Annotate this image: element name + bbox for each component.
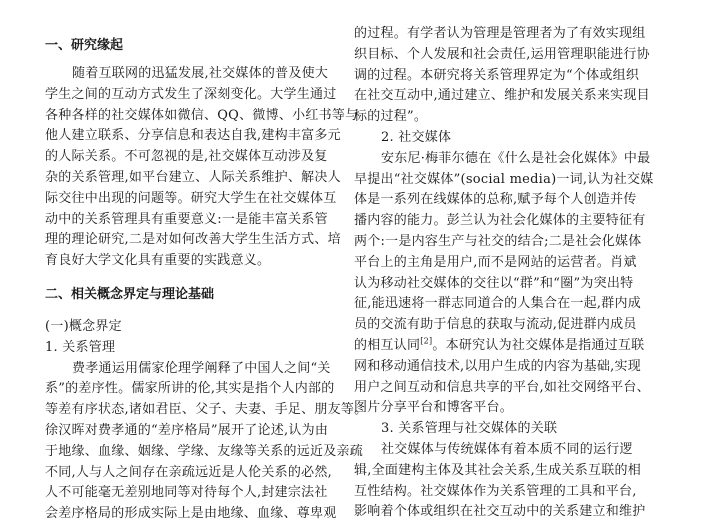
text-line: 社交媒体与传统媒体有着本质不同的运行逻 bbox=[381, 441, 633, 457]
text-line: 不同,人与人之间存在亲疏远近是人伦关系的必然, bbox=[45, 464, 333, 480]
text-line: 徐汉晖对费孝通的“差序格局”展开了论述,认为由 bbox=[45, 422, 329, 438]
subsection-heading-concept-definition: (一)概念界定 bbox=[45, 318, 122, 334]
text-line: 在社交互动中,通过建立、维护和发展关系来实现目 bbox=[354, 88, 650, 104]
text-line: 等差有序状态,诸如君臣、父子、夫妻、手足、朋友等。 bbox=[45, 402, 368, 418]
text-line: 调的过程。本研究将关系管理界定为“个体或组织 bbox=[354, 67, 640, 83]
paragraph-social-media bbox=[354, 149, 667, 419]
text-line: 他人建立联系、分享信息和表达自我,建构丰富多元 bbox=[45, 128, 341, 144]
text-line bbox=[354, 336, 667, 357]
text-line: 认为移动社交媒体的交往以“群”和“圈”为突出特 bbox=[354, 275, 634, 291]
text-line: 学生之间的互动方式发生了深刻变化。大学生通过 bbox=[45, 86, 337, 102]
text-line: 平台上的主角是用户,而不是网站的运营者。肖斌 bbox=[354, 254, 637, 270]
text-line: 早提出“社交媒体”(social media)一词,认为社交媒 bbox=[354, 171, 654, 187]
text-line: 两个:一是内容生产与社交的结合;二是社会化媒体 bbox=[354, 233, 642, 249]
text-line: 网和移动通信技术,以用户生成的内容为基础,实现 bbox=[354, 358, 642, 374]
section-heading-research-origin: 一、研究缘起 bbox=[45, 38, 124, 53]
text-line: 育良好大学文化具有重要的实践意义。 bbox=[45, 253, 271, 269]
text-line: 用户之间互动和信息共享的平台,如社交网络平台、 bbox=[354, 379, 650, 395]
text-line: 互性结构。社交媒体作为关系管理的工具和平台, bbox=[354, 483, 637, 499]
subsection-heading-relationship-management: 1. 关系管理 bbox=[45, 339, 116, 355]
text-line: 辑,全面建构主体及其社会关系,生成关系互联的相 bbox=[354, 462, 642, 478]
text-line: 杂的关系管理,如平台建立、人际关系维护、解决人 bbox=[45, 169, 341, 185]
paragraph-relationship-management bbox=[45, 359, 368, 525]
text-line: 系”的差序性。儒家所讲的伦,其实是指个人内部的 bbox=[45, 381, 335, 397]
citation-link[interactable]: [2] bbox=[420, 336, 433, 346]
text-span: 的相互认同 bbox=[354, 337, 421, 353]
text-line: 各种各样的社交媒体如微信、QQ、微博、小红书等与 bbox=[45, 107, 359, 123]
text-line: 的过程。有学者认为管理是管理者为了有效实现组 bbox=[354, 26, 646, 41]
text-line: 征,能迅速将一群志同道合的人集合在一起,群内成 bbox=[354, 296, 642, 312]
subsection-heading-social-media: 2. 社交媒体 bbox=[381, 129, 452, 145]
text-line: 体是一系列在线媒体的总称,赋予每个人创造并传 bbox=[354, 192, 637, 208]
text-line: 费孝通运用儒家伦理学阐释了中国人之间“关 bbox=[72, 360, 331, 376]
text-line: 安东尼·梅菲尔德在《什么是社会化媒体》中最 bbox=[381, 150, 651, 166]
text-line: 随着互联网的迅猛发展,社交媒体的普及使大 bbox=[72, 66, 329, 81]
text-line: 会差序格局的形成实际上是由地缘、血缘、尊卑观 bbox=[45, 506, 337, 522]
paragraph-research-origin bbox=[45, 64, 359, 272]
right-column bbox=[354, 0, 667, 523]
text-span: 。本研究认为社交媒体是指通过互联 bbox=[432, 337, 645, 353]
text-line: 际交往中出现的问题等。研究大学生在社交媒体互 bbox=[45, 190, 337, 206]
text-line: 的人际关系。不可忽视的是,社交媒体互动涉及复 bbox=[45, 149, 328, 165]
subsection-heading-relationship-social-media-link: 3. 关系管理与社交媒体的关联 bbox=[381, 421, 558, 437]
text-line: 影响着个体或组织在社交互动中的关系建立和维护 bbox=[354, 504, 646, 520]
text-line: 理的理论研究,二是对如何改善大学生生活方式、培 bbox=[45, 232, 341, 248]
text-line: 动中的关系管理具有重要意义:一是能丰富关系管 bbox=[45, 211, 328, 227]
text-line: 织目标、个人发展和社会责任,运用管理职能进行协 bbox=[354, 46, 650, 62]
text-line: 员的交流有助于信息的获取与流动,促进群内成员 bbox=[354, 317, 637, 333]
text-line: 播内容的能力。彭兰认为社会化媒体的主要特征有 bbox=[354, 213, 646, 229]
paragraph-management-definition bbox=[354, 24, 667, 128]
section-heading-concepts-theory: 二、相关概念界定与理论基础 bbox=[45, 286, 215, 302]
text-line: 标的过程”。 bbox=[354, 109, 428, 125]
text-line: 于地缘、血缘、姻缘、学缘、友缘等关系的远近及亲疏 bbox=[45, 443, 364, 459]
left-column bbox=[45, 0, 368, 525]
text-line: 图片分享平台和博客平台。 bbox=[354, 400, 514, 416]
text-line: 人不可能毫无差别地同等对待每个人,封建宗法社 bbox=[45, 485, 328, 501]
paragraph-relationship-social-media-link bbox=[354, 440, 667, 523]
